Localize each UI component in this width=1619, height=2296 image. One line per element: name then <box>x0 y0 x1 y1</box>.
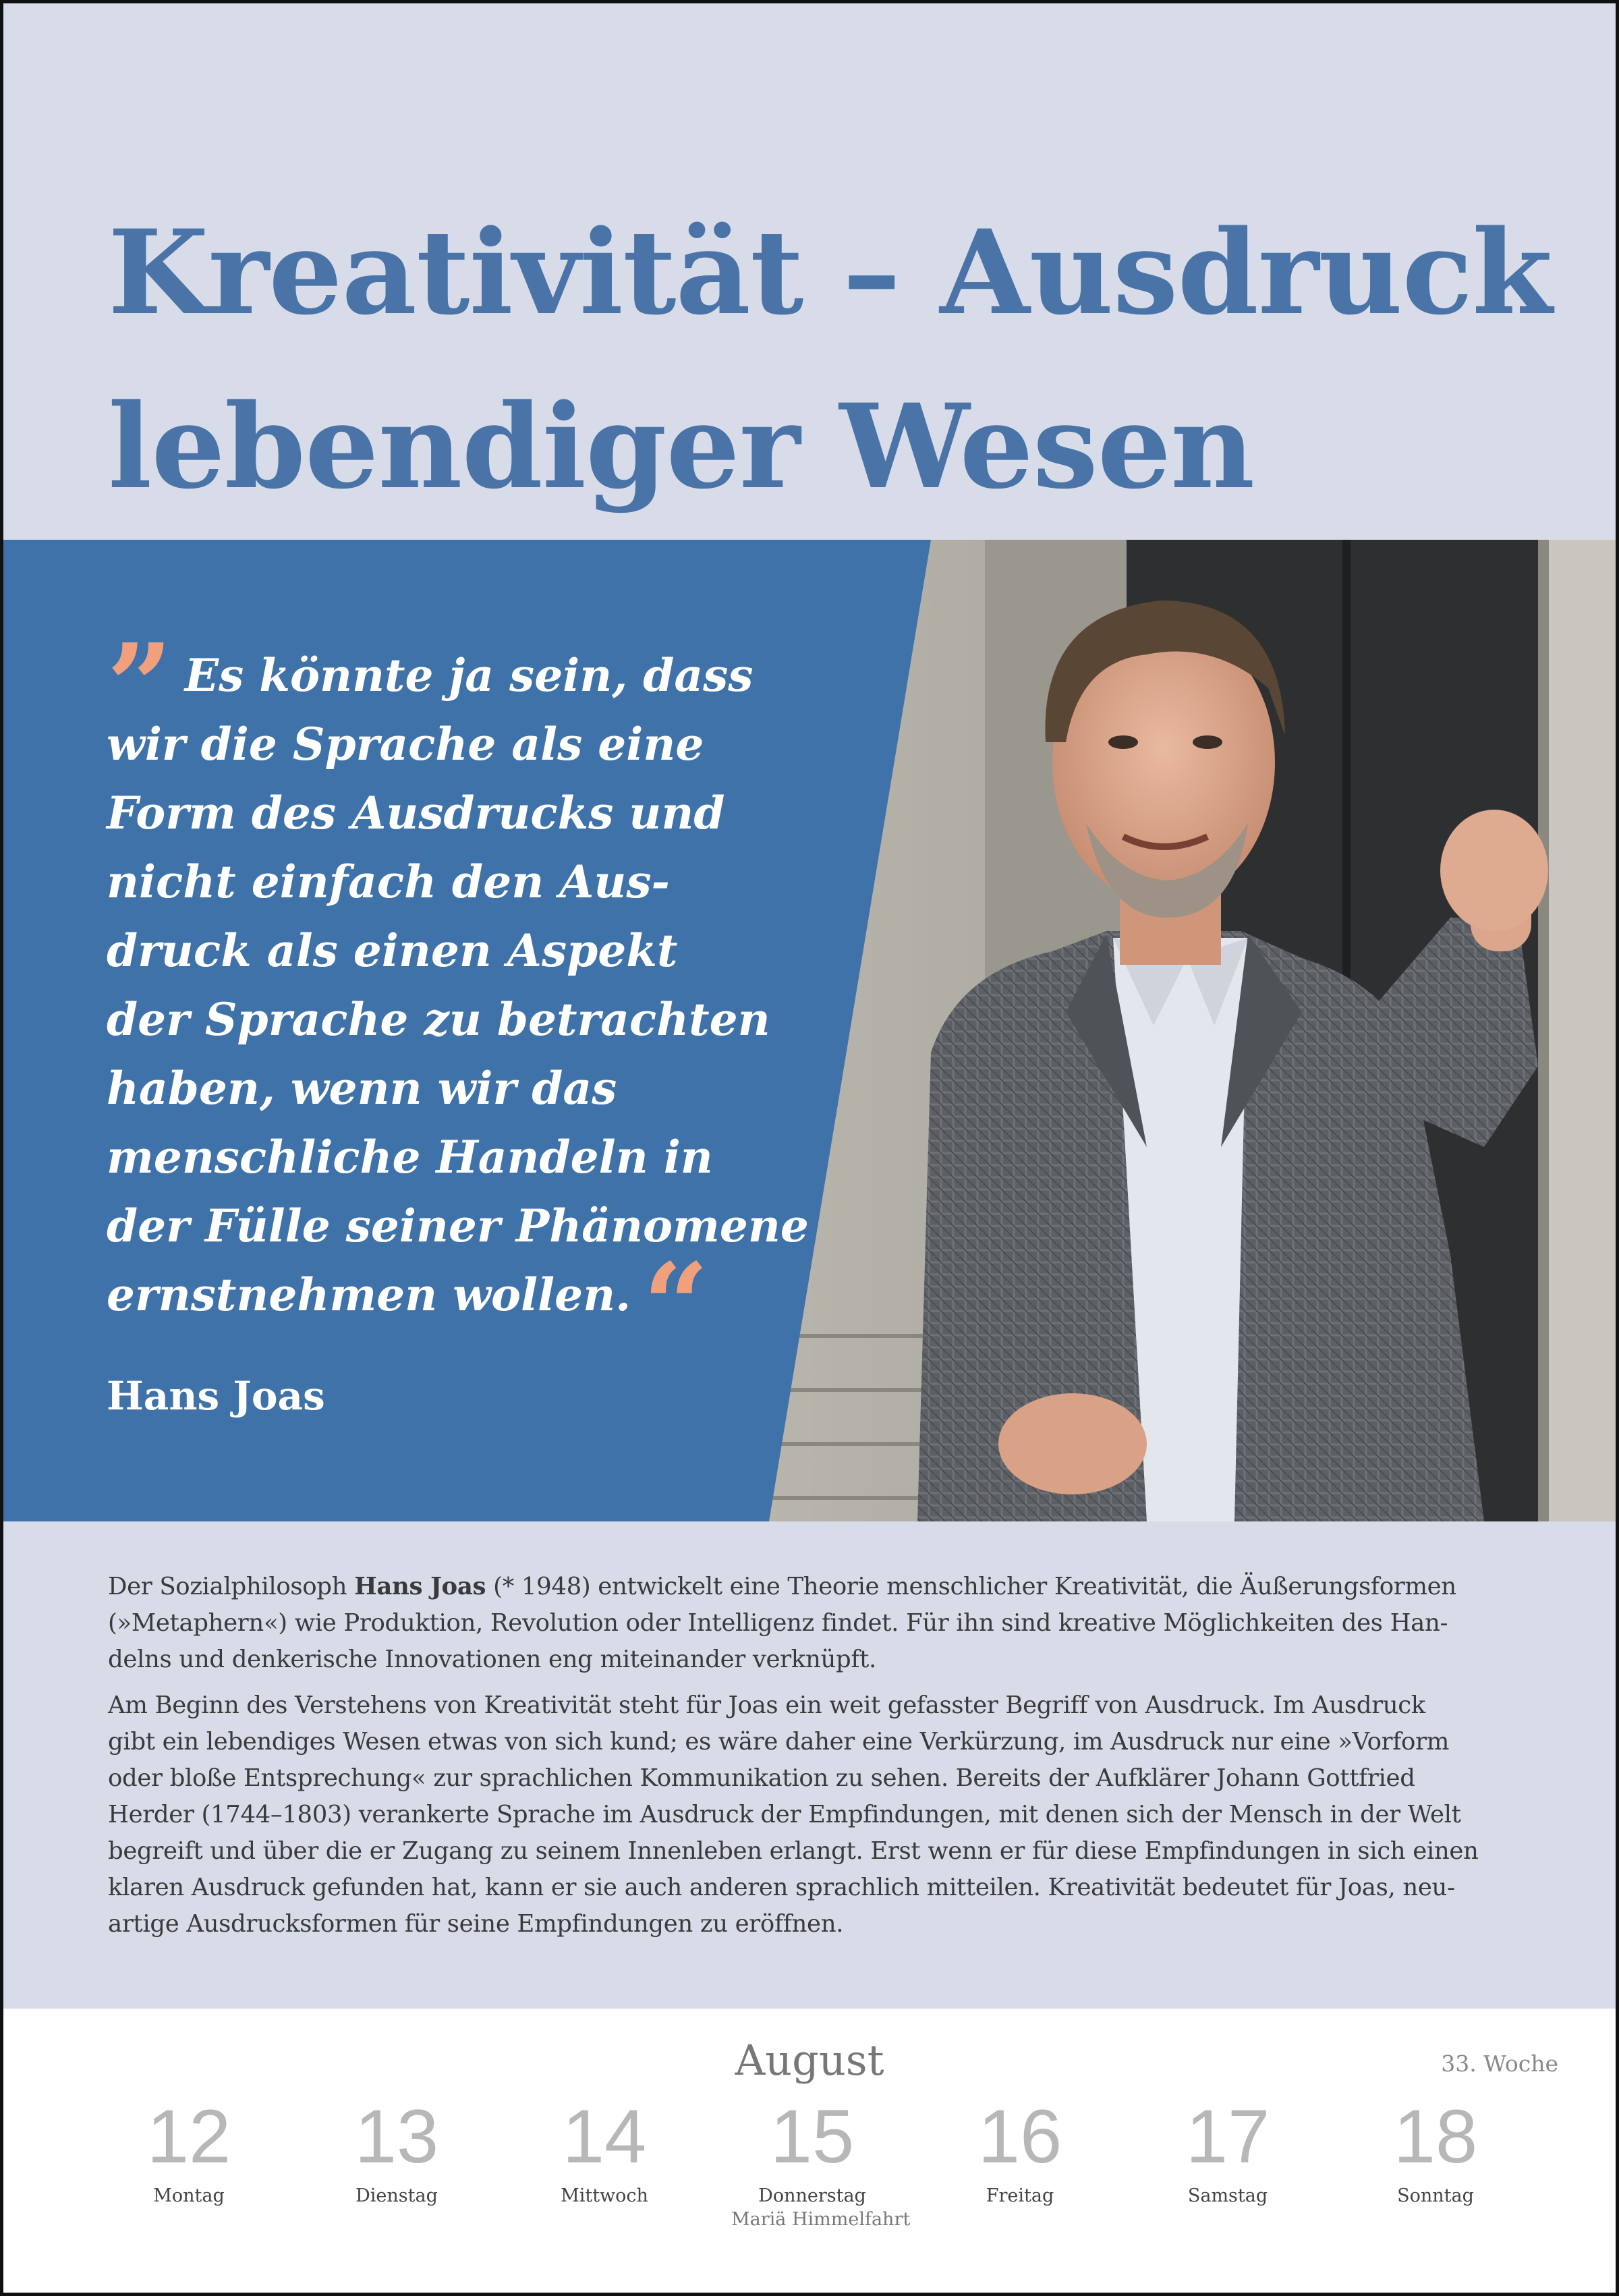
day-number: 13 <box>354 2094 439 2179</box>
calendar-day <box>731 2094 911 2231</box>
article-body <box>108 1569 1511 1952</box>
calendar-day <box>939 2096 1101 2208</box>
quote-line: ernstnehmen wollen. “ <box>107 1238 709 1373</box>
calendar-day <box>523 2096 685 2208</box>
day-name: Mittwoch <box>561 2185 648 2206</box>
text-line: Der Sozialphilosoph Hans Joas (* 1948) entwickelt eine Theorie menschlicher Kreativität, die Äußerungsformen <box>108 1573 1456 1600</box>
page-title <box>108 186 1579 534</box>
quote-text <box>107 619 950 1373</box>
open-quote-mark-icon: ” <box>107 619 173 754</box>
day-name: Samstag <box>1187 2185 1268 2206</box>
calendar-week-number: 33. Woche <box>1441 2050 1558 2077</box>
calendar-month: August <box>735 2036 884 2085</box>
calendar-day <box>1355 2096 1516 2208</box>
quote-line: druck als einen Aspekt <box>107 924 678 977</box>
quote-line: ” Es könnte ja sein, dass <box>107 619 754 754</box>
day-number: 14 <box>562 2094 647 2179</box>
text-line: delns und denkerische Innovationen eng miteinander verknüpft. <box>108 1646 876 1673</box>
quote-author: Hans Joas <box>107 1373 325 1419</box>
day-number: 16 <box>977 2094 1062 2179</box>
day-name: Dienstag <box>356 2185 438 2206</box>
quote-line: der Sprache zu betrachten <box>107 993 770 1046</box>
quote-hero <box>0 540 1619 1521</box>
text-line: Am Beginn des Verstehens von Kreativität steht für Joas ein weit gefasster Begriff von Ausdruck. Im Ausdruck <box>108 1691 1425 1719</box>
text-line: oder bloße Entsprechung« zur sprachlichen Kommunikation zu sehen. Bereits der Aufklärer Johann Gottfried <box>108 1764 1415 1792</box>
text-line: gibt ein lebendiges Wesen etwas von sich kund; es wäre daher eine Verkürzung, im Ausdruck nur eine »Vorform <box>108 1728 1450 1756</box>
day-number: 15 <box>770 2094 855 2179</box>
title-line-1: Kreativität – Ausdruck <box>108 204 1552 341</box>
title-line-2: lebendiger Wesen <box>108 378 1255 515</box>
calendar-day <box>1147 2096 1309 2208</box>
highlighted-name: Hans Joas <box>354 1573 486 1600</box>
holiday-label: Mariä Himmelfahrt <box>731 2209 911 2230</box>
day-name: Montag <box>153 2185 225 2206</box>
day-name: Donnerstag <box>758 2185 866 2206</box>
calendar-day <box>108 2096 270 2208</box>
text-line: (»Metaphern«) wie Produktion, Revolution oder Intelligenz findet. Für ihn sind kreative Möglichkeiten des Han- <box>108 1609 1448 1637</box>
quote-line: Form des Ausdrucks und <box>107 787 725 839</box>
week-calendar <box>3 2009 1616 2293</box>
day-number: 18 <box>1393 2094 1478 2179</box>
quote-line: haben, wenn wir das <box>107 1062 617 1115</box>
paragraph-2 <box>108 1687 1511 1942</box>
quote-line: wir die Sprache als eine <box>107 718 704 771</box>
quote-line: menschliche Handeln in <box>107 1131 713 1183</box>
day-number: 17 <box>1185 2094 1270 2179</box>
text-line: begreift und über die er Zugang zu seinem Innenleben erlangt. Erst wenn er für diese Empfindungen in sich einen <box>108 1837 1479 1865</box>
day-name: Freitag <box>986 2185 1054 2206</box>
quote-line: nicht einfach den Aus- <box>107 856 670 908</box>
day-number: 12 <box>146 2094 231 2179</box>
text-line: Herder (1744–1803) verankerte Sprache im Ausdruck der Empfindungen, mit denen sich der Mensch in der Welt <box>108 1801 1461 1828</box>
close-quote-mark-icon: “ <box>643 1238 709 1373</box>
day-name: Sonntag <box>1397 2185 1474 2206</box>
calendar-day <box>316 2096 478 2208</box>
paragraph-1 <box>108 1569 1511 1678</box>
quote-line: der Fülle seiner Phänomene <box>107 1200 809 1252</box>
text-line: artige Ausdrucksformen für seine Empfindungen zu eröffnen. <box>108 1910 844 1938</box>
text-line: klaren Ausdruck gefunden hat, kann er sie auch anderen sprachlich mitteilen. Kreativität bedeutet für Joas, neu- <box>108 1874 1455 1901</box>
